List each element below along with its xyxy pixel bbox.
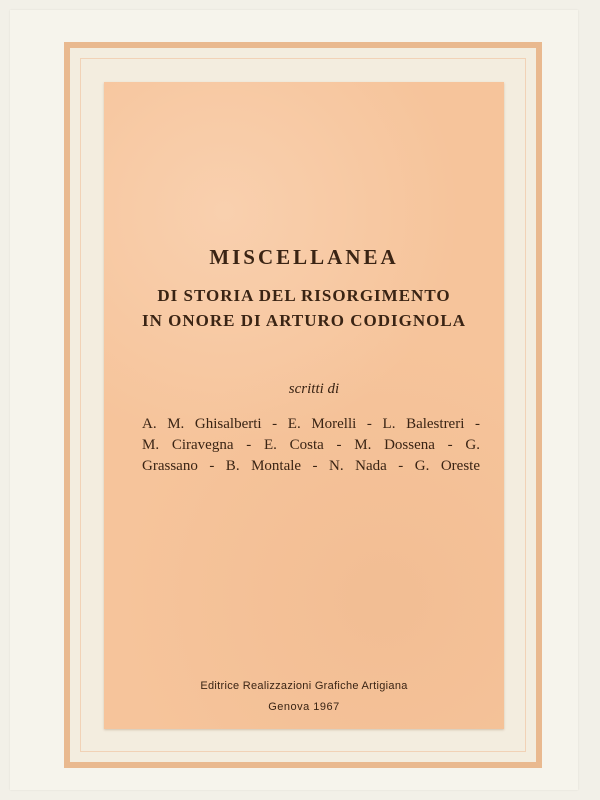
cover-title: MISCELLANEA bbox=[209, 245, 399, 269]
authors-line-1: A. M. Ghisalberti - E. Morelli - L. Balestreri - bbox=[142, 416, 480, 432]
scritti-label: scritti di bbox=[288, 381, 340, 397]
place-and-year: Genova 1967 bbox=[268, 701, 340, 713]
authors-line-2: M. Ciravegna - E. Costa - M. Dossena - G. bbox=[142, 437, 480, 453]
cover-subtitle-line-2: IN ONORE DI ARTURO CODIGNOLA bbox=[142, 311, 466, 330]
cover-subtitle-line-1: DI STORIA DEL RISORGIMENTO bbox=[157, 286, 451, 305]
book-cover bbox=[104, 82, 504, 729]
authors-line-3: Grassano - B. Montale - N. Nada - G. Oreste bbox=[142, 458, 480, 474]
authors-list bbox=[142, 414, 480, 477]
publisher-name: Editrice Realizzazioni Grafiche Artigiana bbox=[200, 680, 408, 692]
